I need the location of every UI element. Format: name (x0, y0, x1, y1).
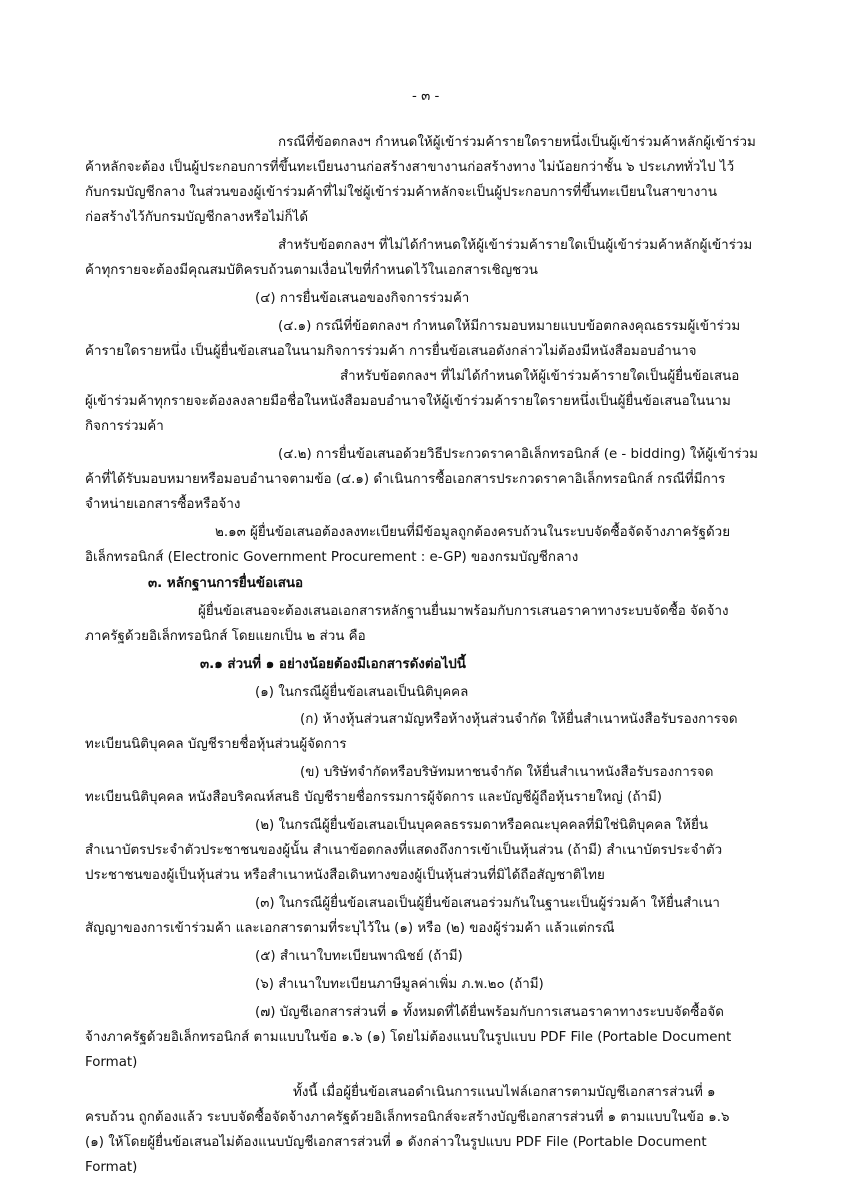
paragraph-line: กับกรมบัญชีกลาง ในส่วนของผู้เข้าร่วมค้าที่ไม่ใช่ผู้เข้าร่วมค้าหลักจะเป็นผู้ประกอบการที่ขึ้นทะเบียนในสาขางาน (85, 185, 717, 200)
paragraph-line: ค้าที่ได้รับมอบหมายหรือมอบอำนาจตามข้อ (๔.๑) ดำเนินการซื้อเอกสารประกวดราคาอิเล็กทรอนิกส์ กรณีที่มีการ (85, 472, 726, 487)
section-heading: ๓. หลักฐานการยื่นข้อเสนอ (148, 576, 304, 591)
paragraph-line: สัญญาของการเข้าร่วมค้า และเอกสารตามที่ระบุไว้ใน (๑) หรือ (๒) ของผู้ร่วมค้า แล้วแต่กรณี (85, 921, 615, 936)
paragraph-line: สำหรับข้อตกลงฯ ที่ไม่ได้กำหนดให้ผู้เข้าร่วมค้ารายใดเป็นผู้เข้าร่วมค้าหลักผู้เข้าร่วม (278, 238, 753, 253)
paragraph-line: สำหรับข้อตกลงฯ ที่ไม่ได้กำหนดให้ผู้เข้าร่วมค้ารายใดเป็นผู้ยื่นข้อเสนอ (340, 369, 740, 384)
paragraph-line: (๑) ให้โดยผู้ยื่นข้อเสนอไม่ต้องแนบบัญชีเอกสารส่วนที่ ๑ ดังกล่าวในรูปแบบ PDF File (Portable Document (85, 1135, 707, 1150)
paragraph-line: ทั้งนี้ เมื่อผู้ยื่นข้อเสนอดำเนินการแนบไฟล์เอกสารตามบัญชีเอกสารส่วนที่ ๑ (293, 1085, 716, 1100)
paragraph-line: อิเล็กทรอนิกส์ (Electronic Government Procurement : e-GP) ของกรมบัญชีกลาง (85, 550, 579, 565)
paragraph-line: ประชาชนของผู้เป็นหุ้นส่วน หรือสำเนาหนังสือเดินทางของผู้เป็นหุ้นส่วนที่มิได้ถือสัญชาติไทย (85, 868, 605, 883)
list-item: (ข) บริษัทจำกัดหรือบริษัทมหาชนจำกัด ให้ยื่นสำเนาหนังสือรับรองการจด (300, 765, 714, 780)
paragraph-line: กิจการร่วมค้า (85, 419, 164, 434)
paragraph-line: ค้าทุกรายจะต้องมีคุณสมบัติครบถ้วนตามเงื่อนไขที่กำหนดไว้ในเอกสารเชิญชวน (85, 263, 538, 278)
item-heading: (๔) การยื่นข้อเสนอของกิจการร่วมค้า (255, 291, 470, 306)
paragraph-line: ค้ารายใดรายหนึ่ง เป็นผู้ยื่นข้อเสนอในนามกิจการร่วมค้า การยื่นข้อเสนอดังกล่าวไม่ต้องมีหนังสือมอบอำนาจ (85, 344, 697, 359)
paragraph-line: Format) (85, 1160, 138, 1175)
list-item: (๑) ในกรณีผู้ยื่นข้อเสนอเป็นนิติบุคคล (255, 685, 469, 700)
paragraph-line: (๔.๑) กรณีที่ข้อตกลงฯ กำหนดให้มีการมอบหมายแบบข้อตกลงคุณธรรมผู้เข้าร่วม (278, 319, 741, 334)
list-item: (๖) สำเนาใบทะเบียนภาษีมูลค่าเพิ่ม ภ.พ.๒๐ (ถ้ามี) (255, 977, 544, 992)
list-item: (๒) ในกรณีผู้ยื่นข้อเสนอเป็นบุคคลธรรมดาหรือคณะบุคคลที่มิใช่นิติบุคคล ให้ยื่น (255, 818, 709, 833)
paragraph-line: ทะเบียนนิติบุคคล หนังสือบริคณห์สนธิ บัญชีรายชื่อกรรมการผู้จัดการ และบัญชีผู้ถือหุ้นรายใหญ่ (ถ้ามี) (85, 790, 662, 805)
paragraph-line: ผู้เข้าร่วมค้าทุกรายจะต้องลงลายมือชื่อในหนังสือมอบอำนาจให้ผู้เข้าร่วมค้ารายใดรายหนึ่งเป็นผู้ยื่นข้อเสนอในนาม (85, 394, 731, 409)
list-item: (ก) ห้างหุ้นส่วนสามัญหรือห้างหุ้นส่วนจำกัด ให้ยื่นสำเนาหนังสือรับรองการจด (300, 712, 738, 727)
paragraph-line: ทะเบียนนิติบุคคล บัญชีรายชื่อหุ้นส่วนผู้จัดการ (85, 737, 347, 752)
paragraph-line: ครบถ้วน ถูกต้องแล้ว ระบบจัดซื้อจัดจ้างภาครัฐด้วยอิเล็กทรอนิกส์จะสร้างบัญชีเอกสารส่วนที่ ๑ ตามแบบในข้อ ๑.๖ (85, 1110, 730, 1125)
paragraph-line: กรณีที่ข้อตกลงฯ กำหนดให้ผู้เข้าร่วมค้ารายใดรายหนึ่งเป็นผู้เข้าร่วมค้าหลักผู้เข้าร่วม (278, 135, 756, 150)
paragraph-line: Format) (85, 1055, 138, 1070)
paragraph-line: ภาครัฐด้วยอิเล็กทรอนิกส์ โดยแยกเป็น ๒ ส่วน คือ (85, 629, 366, 644)
list-item: (๗) บัญชีเอกสารส่วนที่ ๑ ทั้งหมดที่ได้ยื่นพร้อมกับการเสนอราคาทางระบบจัดซื้อจัด (255, 1005, 724, 1020)
paragraph-line: ก่อสร้างไว้กับกรมบัญชีกลางหรือไม่ก็ได้ (85, 210, 309, 225)
list-item: (๕) สำเนาใบทะเบียนพาณิชย์ (ถ้ามี) (255, 949, 463, 964)
paragraph-line: สำเนาบัตรประจำตัวประชาชนของผู้นั้น สำเนาข้อตกลงที่แสดงถึงการเข้าเป็นหุ้นส่วน (ถ้ามี) สำเนาบัตรประจำตัว (85, 843, 723, 858)
paragraph-line: จำหน่ายเอกสารซื้อหรือจ้าง (85, 497, 241, 512)
list-item: (๓) ในกรณีผู้ยื่นข้อเสนอเป็นผู้ยื่นข้อเสนอร่วมกันในฐานะเป็นผู้ร่วมค้า ให้ยื่นสำเนา (255, 896, 720, 911)
paragraph-line: (๔.๒) การยื่นข้อเสนอด้วยวิธีประกวดราคาอิเล็กทรอนิกส์ (e - bidding) ให้ผู้เข้าร่วม (278, 447, 758, 462)
paragraph-line: จ้างภาครัฐด้วยอิเล็กทรอนิกส์ ตามแบบในข้อ ๑.๖ (๑) โดยไม่ต้องแนบในรูปแบบ PDF File (Portable Document (85, 1030, 732, 1045)
page-number: - ๓ - (412, 89, 440, 104)
paragraph-line: ผู้ยื่นข้อเสนอจะต้องเสนอเอกสารหลักฐานยื่นมาพร้อมกับการเสนอราคาทางระบบจัดซื้อ จัดจ้าง (198, 604, 729, 619)
paragraph-line: ค้าหลักจะต้อง เป็นผู้ประกอบการที่ขึ้นทะเบียนงานก่อสร้างสาขางานก่อสร้างทาง ไม่น้อยกว่าชั้น ๖ ประเภททั่วไป ไว้ (85, 160, 735, 175)
paragraph-line: ๒.๑๓ ผู้ยื่นข้อเสนอต้องลงทะเบียนที่มีข้อมูลถูกต้องครบถ้วนในระบบจัดซื้อจัดจ้างภาครัฐด้วย (215, 525, 731, 540)
subsection-heading: ๓.๑ ส่วนที่ ๑ อย่างน้อยต้องมีเอกสารดังต่อไปนี้ (200, 657, 466, 672)
